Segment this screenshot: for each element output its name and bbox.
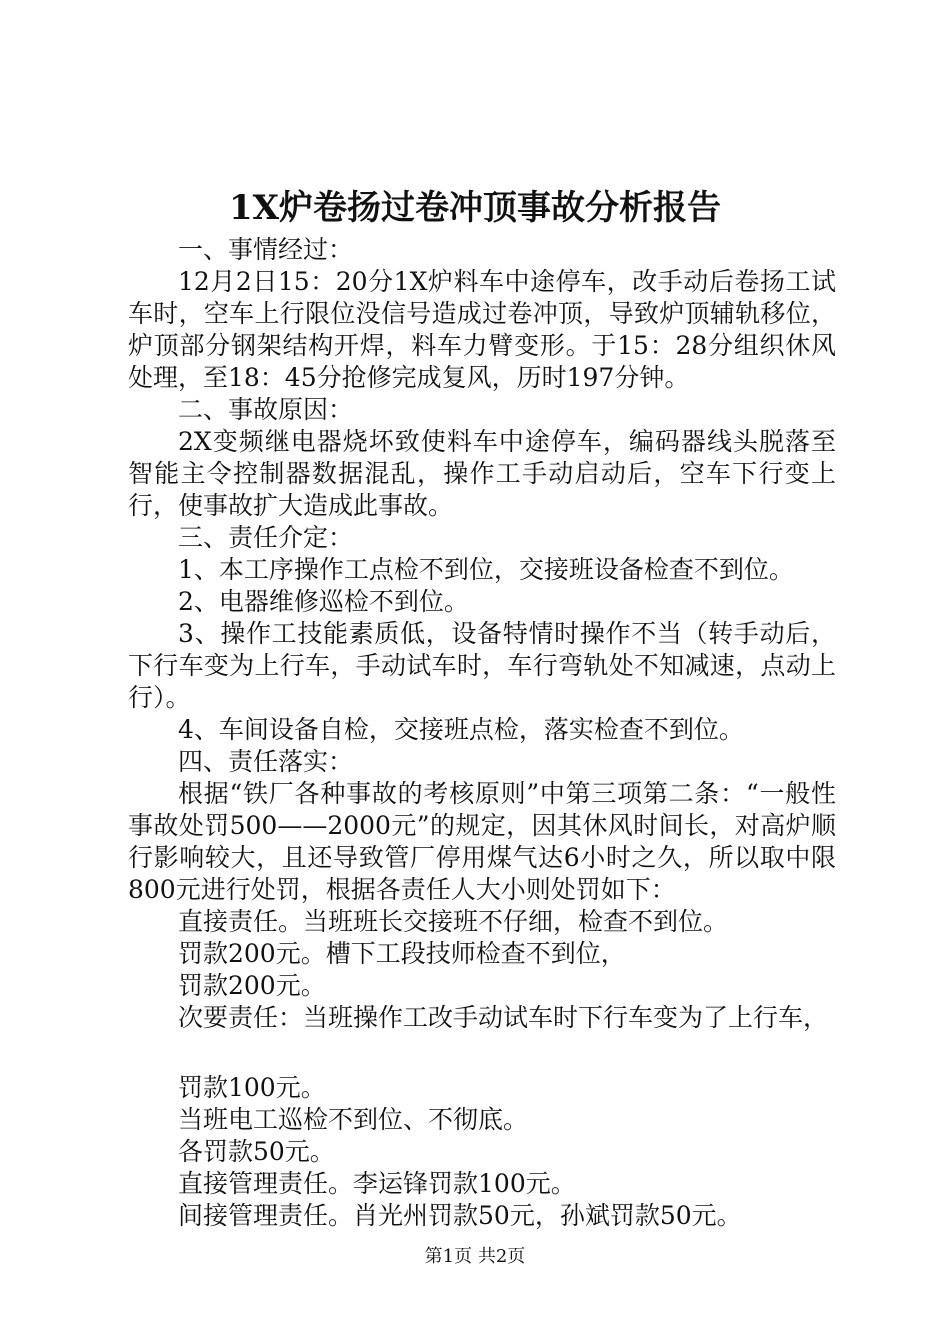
- penalty-line: 间接管理责任。肖光州罚款50元，孙斌罚款50元。: [178, 1201, 742, 1230]
- list-item: 3、操作工技能素质低，设备特情时操作不当（转手动后，下行车变为上行车，手动试车时，车行弯轨处不知减速，点动上行）。: [128, 619, 836, 712]
- section-heading: 一、事情经过：: [178, 235, 354, 264]
- page-footer: 第1页 共2页: [424, 1246, 526, 1267]
- paragraph: 12月2日15：20分1X炉料车中途停车，改手动后卷扬工试车时，空车上行限位没信号造成过卷冲顶，导致炉顶辅轨移位，炉顶部分钢架结构开焊，料车力臂变形。于15：28分组织休风处理，至18：45分抢修完成复风，历时197分钟。: [128, 267, 836, 392]
- paragraph: 根据“铁厂各种事故的考核原则”中第三项第二条：“一般性事故处罚500——2000元”的规定，因其休风时间长，对高炉顺行影响较大，且还导致管厂停用煤气达6小时之久，所以取中限800元进行处罚，根据各责任人大小则处罚如下：: [128, 779, 836, 904]
- penalty-line: 罚款200元。: [178, 971, 326, 1000]
- section-heading: 四、责任落实：: [178, 747, 354, 776]
- paragraph: 2X变频继电器烧坏致使料车中途停车，编码器线头脱落至智能主令控制器数据混乱，操作工手动启动后，空车下行变上行，使事故扩大造成此事故。: [128, 427, 836, 520]
- penalty-line: 直接责任。当班班长交接班不仔细，检查不到位。: [178, 907, 729, 936]
- penalty-line: 直接管理责任。李运锋罚款100元。: [178, 1169, 576, 1198]
- blank-line: [128, 1034, 836, 1072]
- penalty-line: 当班电工巡检不到位、不彻底。: [178, 1105, 529, 1134]
- penalty-line: 罚款100元。: [178, 1073, 326, 1102]
- list-item: 1、本工序操作工点检不到位，交接班设备检查不到位。: [178, 555, 794, 584]
- section-heading: 二、事故原因：: [178, 395, 354, 424]
- penalty-line: 各罚款50元。: [178, 1137, 335, 1166]
- document-title: 1X炉卷扬过卷冲顶事故分析报告: [228, 188, 722, 228]
- penalty-line: 次要责任：当班操作工改手动试车时下行车变为了上行车，: [178, 1003, 829, 1032]
- penalty-line: 罚款200元。槽下工段技师检查不到位，: [178, 939, 626, 968]
- list-item: 2、电器维修巡检不到位。: [178, 587, 469, 616]
- section-heading: 三、责任介定：: [178, 523, 354, 552]
- document-body: [128, 234, 836, 1232]
- list-item: 4、车间设备自检，交接班点检，落实检查不到位。: [178, 715, 744, 744]
